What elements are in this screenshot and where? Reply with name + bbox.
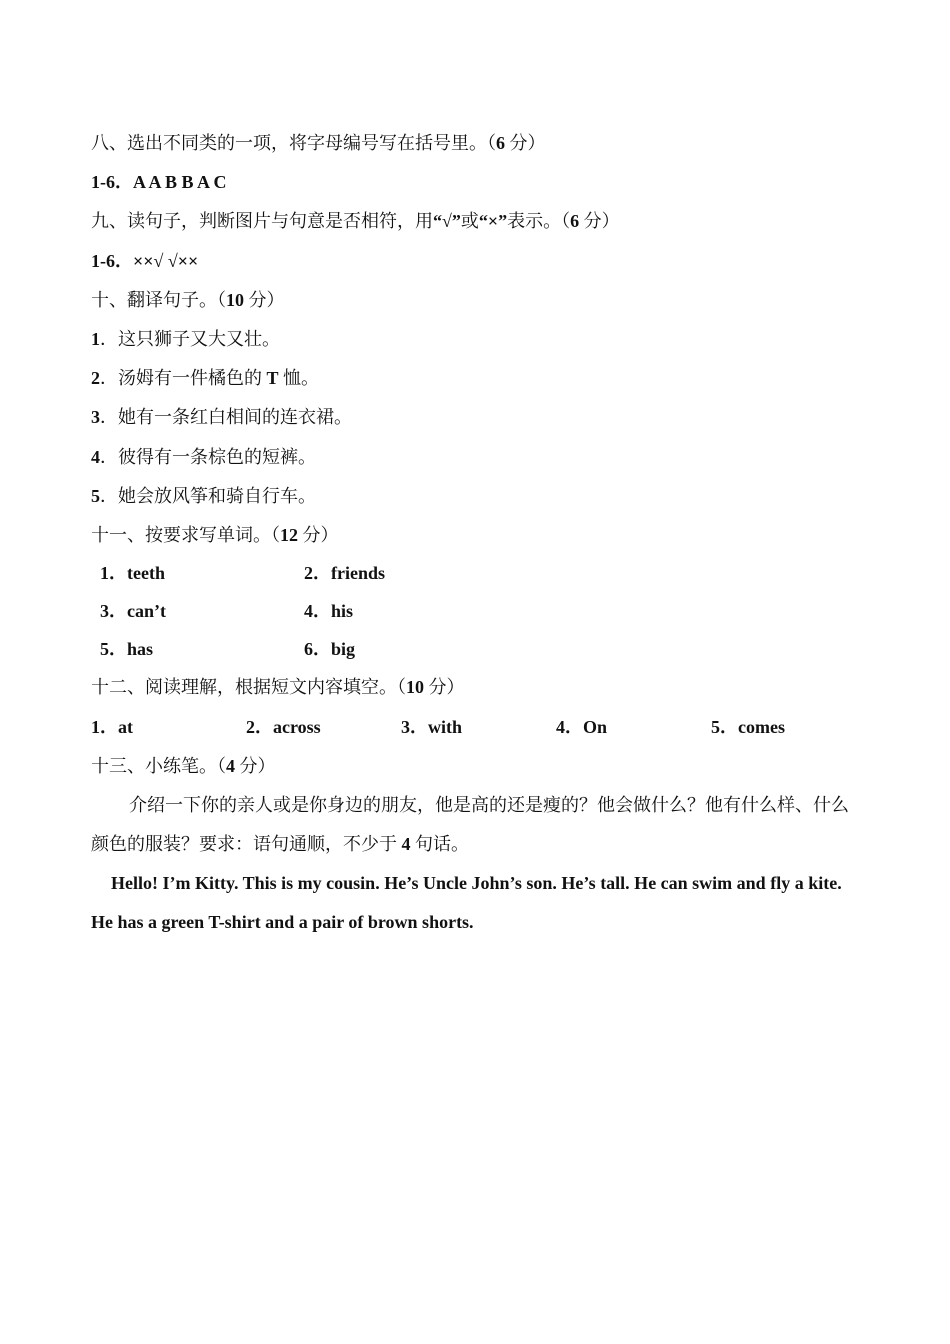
- reading-answer-1: 1．at: [91, 716, 133, 737]
- section-9-title: [91, 202, 871, 241]
- section-8-title: [91, 124, 871, 163]
- reading-answer-3: 3．with: [401, 716, 463, 737]
- section-9-score: 6: [570, 211, 580, 232]
- section-9-answer: 1-6．××√ √××: [91, 250, 199, 271]
- item-text: ．她会放风筝和骑自行车。: [100, 485, 316, 506]
- word-answer: 1．teeth: [100, 563, 165, 584]
- section-10-title: [91, 281, 871, 320]
- sample-essay: Hello! I’m Kitty. This is my cousin. He’s Uncle John’s son. He’s tall. He can swim and fly a kite. He has a green T-shirt and a pair of brown shorts.: [91, 873, 842, 933]
- cross-mark-symbol: “×”: [478, 211, 508, 232]
- section-8-title-text: 八、选出不同类的一项，将字母编号写在括号里。（: [91, 133, 496, 153]
- writing-prompt: [91, 786, 866, 864]
- section-10-score-tail: 分）: [244, 289, 285, 310]
- section-8-score: 6: [496, 133, 505, 153]
- section-12-score-tail: 分）: [424, 677, 465, 698]
- section-13-score: 4: [226, 755, 235, 776]
- section-10-score: 10: [226, 289, 244, 310]
- section-13-title: [91, 747, 871, 786]
- writing-prompt-number: 4: [401, 834, 411, 855]
- item-text: ．汤姆有一件橘色的: [100, 368, 267, 389]
- writing-prompt-end: 句话。: [410, 834, 469, 855]
- item-text-end: 恤。: [278, 368, 320, 389]
- translation-item-4: [91, 438, 871, 477]
- item-number: 5: [91, 485, 100, 506]
- section-11-title: [91, 516, 871, 555]
- section-11-score-tail: 分）: [298, 524, 339, 545]
- section-10-title-text: 十、翻译句子。（: [91, 289, 226, 310]
- check-mark-symbol: “√”: [433, 211, 461, 232]
- section-11-title-text: 十一、按要求写单词。（: [91, 524, 280, 545]
- section-12-title: [91, 668, 871, 707]
- section-13-score-tail: 分）: [235, 755, 276, 776]
- item-text: ．她有一条红白相间的连衣裙。: [100, 407, 352, 428]
- reading-answer-2: 2．across: [246, 716, 321, 737]
- section-12-score: 10: [406, 677, 424, 698]
- word-row-1: [91, 555, 871, 593]
- answer-sheet: [91, 124, 871, 943]
- item-text: ．彼得有一条棕色的短裤。: [100, 446, 316, 467]
- section-13-title-text: 十三、小练笔。（: [91, 755, 226, 776]
- item-number: 3: [91, 407, 100, 428]
- section-9-title-end: 表示。（: [507, 211, 571, 232]
- section-8-answer: 1-6．A A B B A C: [91, 172, 227, 193]
- section-12-title-text: 十二、阅读理解，根据短文内容填空。（: [91, 677, 406, 698]
- reading-answer-4: 4．On: [556, 716, 608, 737]
- translation-item-3: [91, 398, 871, 437]
- translation-item-2: [91, 359, 871, 398]
- translation-item-5: [91, 477, 871, 516]
- writing-prompt-text: 介绍一下你的亲人或是你身边的朋友，他是高的还是瘦的？他会做什么？他有什么样、什么颜色的服装？要求：语句通顺，不少于: [91, 794, 849, 855]
- item-number: 2: [91, 368, 100, 389]
- item-text: ．这只狮子又大又壮。: [100, 328, 280, 349]
- word-answer: 2．friends: [304, 563, 385, 584]
- translation-item-1: [91, 320, 871, 359]
- section-9-score-tail: 分）: [579, 211, 620, 232]
- reading-answers: [91, 708, 871, 747]
- section-9-title-or: 或: [460, 211, 479, 232]
- section-9-title-text: 九、读句子，判断图片与句意是否相符，用: [91, 211, 433, 232]
- reading-answer-5: 5．comes: [711, 716, 785, 737]
- word-answer: 3．can’t: [100, 600, 166, 621]
- section-8-score-tail: 分）: [505, 133, 546, 153]
- word-answer: 5．has: [100, 638, 154, 659]
- item-number: 4: [91, 446, 100, 467]
- item-number: 1: [91, 328, 100, 349]
- item-text-letter: T: [266, 368, 279, 389]
- word-row-3: [91, 631, 871, 669]
- section-11-score: 12: [280, 524, 298, 545]
- word-answer: 6．big: [304, 638, 356, 659]
- word-row-2: [91, 593, 871, 631]
- word-answer: 4．his: [304, 600, 354, 621]
